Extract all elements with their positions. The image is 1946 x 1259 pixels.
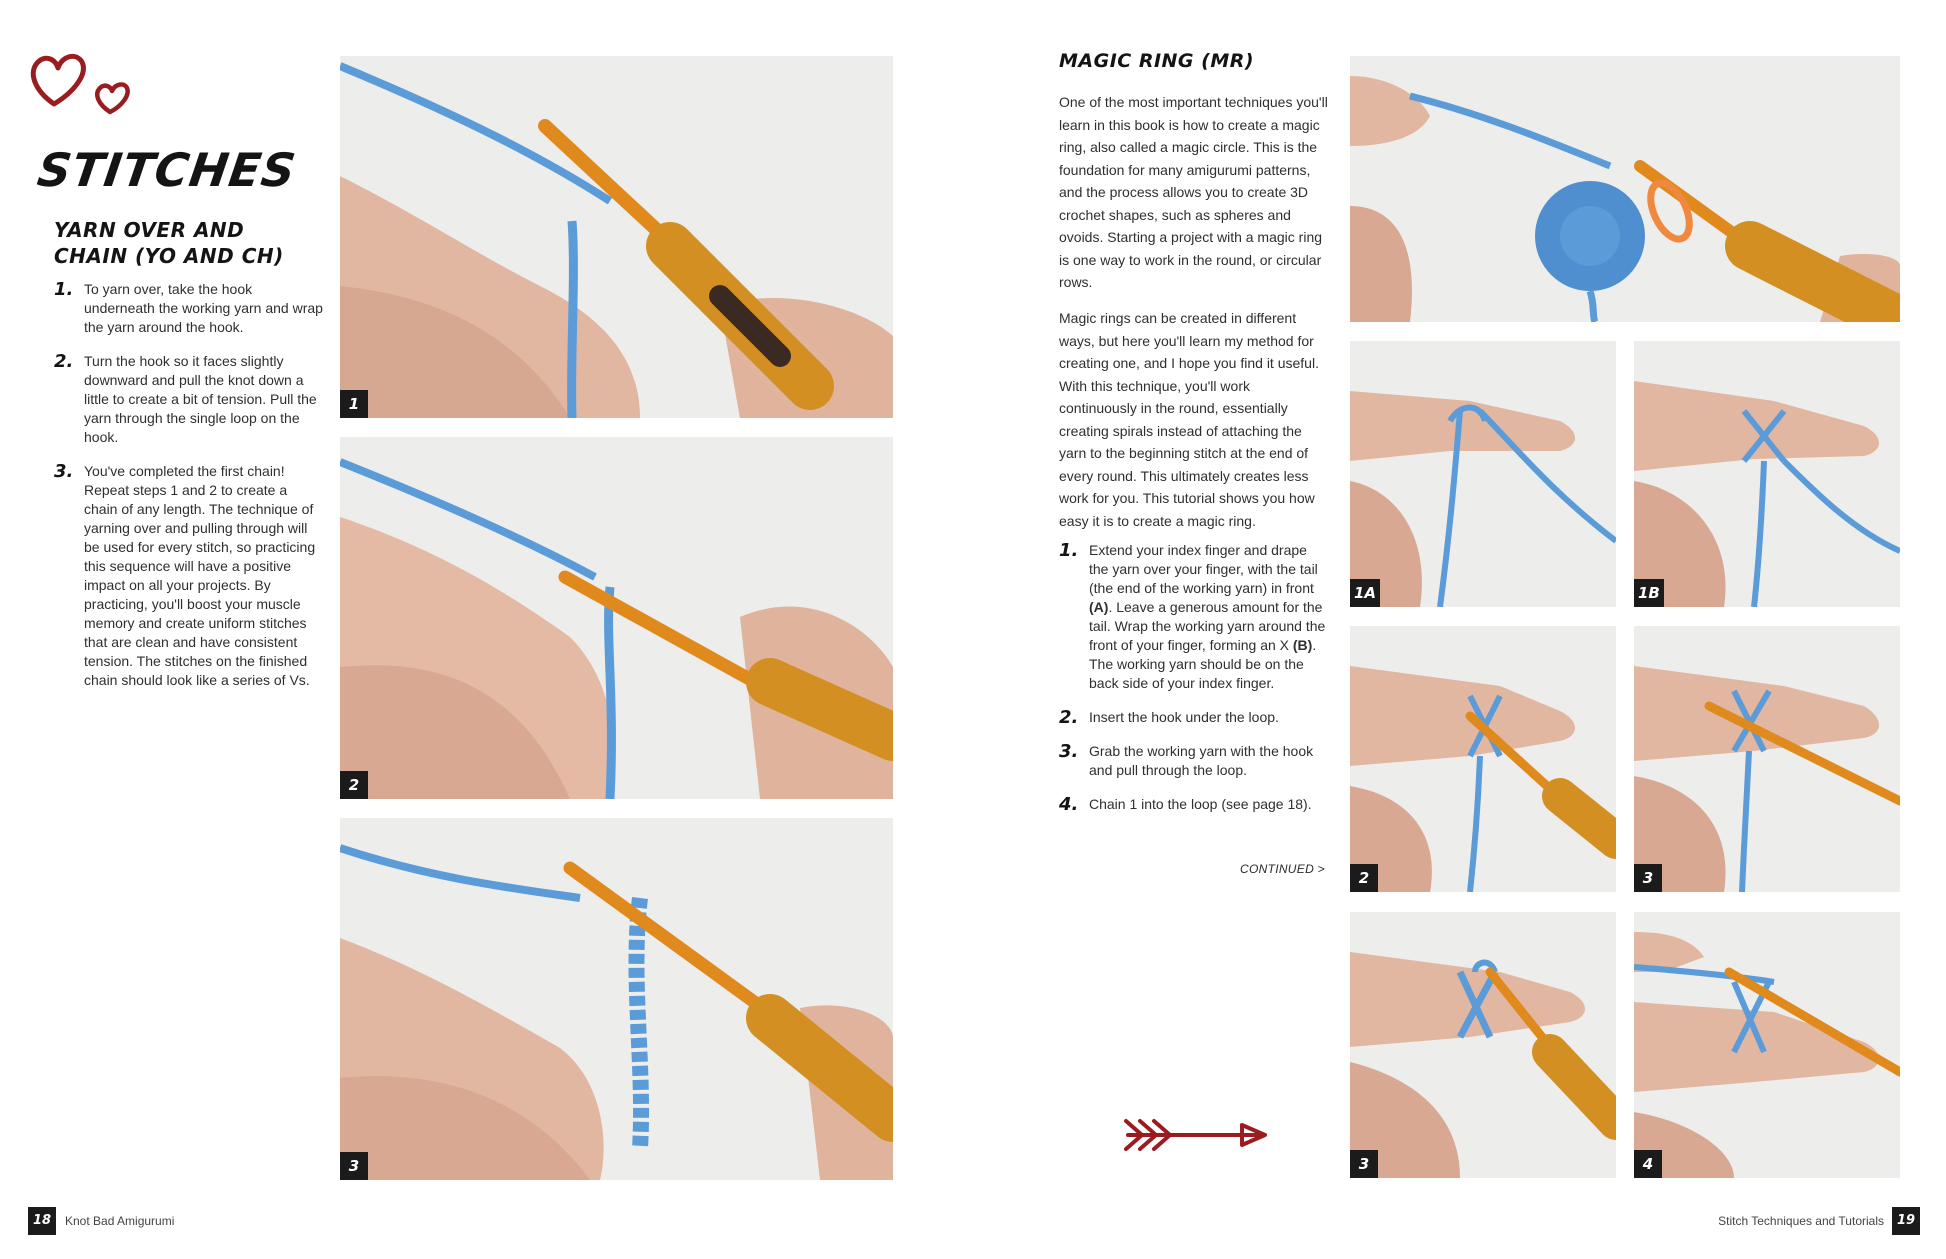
yarn-over-steps-list <box>54 280 324 705</box>
step-number: 1. <box>54 279 74 300</box>
step-photo-2 <box>340 437 893 799</box>
step-text: To yarn over, take the hook underneath the working yarn and wrap the yarn around the hook. <box>84 281 323 335</box>
step-photo-4 <box>1634 912 1900 1178</box>
page-number-left: 18 <box>28 1207 56 1235</box>
step-number: 2. <box>1059 707 1079 728</box>
finger-hook-photo-icon <box>1350 626 1616 892</box>
running-head-left: Knot Bad Amigurumi <box>65 1214 175 1228</box>
photo-label-badge: 2 <box>340 771 368 799</box>
hearts-doodle-icon <box>24 42 144 122</box>
photo-label-badge: 3 <box>1634 864 1662 892</box>
arrow-doodle-icon <box>1120 1115 1270 1155</box>
section-heading-yarn-over-chain: YARN OVER AND CHAIN (YO AND CH) <box>54 218 284 268</box>
step-photo-3 <box>340 818 893 1180</box>
step-text: Grab the working yarn with the hook and pull through the loop. <box>1089 743 1314 778</box>
running-head-right: Stitch Techniques and Tutorials <box>1718 1214 1884 1228</box>
list-item <box>54 280 324 337</box>
list-item <box>54 462 324 690</box>
page-number-right: 19 <box>1892 1207 1920 1235</box>
list-item <box>1059 708 1327 727</box>
crochet-photo-icon <box>340 818 893 1180</box>
magic-ring-steps-list <box>1059 541 1327 829</box>
list-item <box>1059 541 1327 693</box>
photo-label-badge: 1B <box>1634 579 1664 607</box>
step-text-bold: (A) <box>1089 599 1109 615</box>
section-heading-magic-ring: MAGIC RING (MR) <box>1059 50 1255 72</box>
photo-label-badge: 1A <box>1350 579 1380 607</box>
step-text-part: . Leave a generous amount for the tail. Wrap the working yarn around the front of your finger, forming an X <box>1089 599 1326 653</box>
photo-label-badge: 1 <box>340 390 368 418</box>
step-number: 3. <box>54 461 74 482</box>
photo-label-badge: 4 <box>1634 1150 1662 1178</box>
step-text: Turn the hook so it faces slightly downward and pull the knot down a little to create a bit of tension. Pull the yarn through the single loop on the hook. <box>84 353 317 445</box>
step-photo-1a <box>1350 341 1616 607</box>
step-number: 3. <box>1059 741 1079 762</box>
step-number: 2. <box>54 351 74 372</box>
crochet-photo-icon <box>340 437 893 799</box>
step-number: 1. <box>1059 540 1079 561</box>
photo-label-badge: 3 <box>340 1152 368 1180</box>
finger-yarn-photo-icon <box>1350 341 1616 607</box>
step-text <box>1089 542 1325 691</box>
intro-paragraph: One of the most important techniques you'll learn in this book is how to create a magic ring, also called a magic circle. This is the foundation for many amigurumi patterns, and the process allows you to create 3D crochet shapes, such as spheres and ovoids. Starting a project with a magic ring is one way to work in the round, or circular rows. <box>1059 94 1328 290</box>
finger-hook-photo-icon <box>1350 912 1616 1178</box>
step-number: 4. <box>1059 794 1079 815</box>
step-photo-3a <box>1634 626 1900 892</box>
finger-hook-photo-icon <box>1634 912 1900 1178</box>
magic-ring-photo <box>1350 56 1900 322</box>
step-photo-3b <box>1350 912 1616 1178</box>
step-photo-2 <box>1350 626 1616 892</box>
finger-yarn-photo-icon <box>1634 341 1900 607</box>
list-item <box>1059 742 1327 780</box>
finger-hook-photo-icon <box>1634 626 1900 892</box>
crochet-photo-icon <box>340 56 893 418</box>
page-title: STITCHES <box>34 143 300 197</box>
step-text: You've completed the first chain! Repeat steps 1 and 2 to create a chain of any length. The technique of yarning over and pulling through will be used for every stitch, so practicing this sequence will have a positive impact on all your projects. By practicing, you'll boost your muscle memory and create uniform stitches that are clean and have consistent tension. The stitches on the finished chain should look like a series of Vs. <box>84 463 316 688</box>
step-photo-1b <box>1634 341 1900 607</box>
step-photo-1 <box>340 56 893 418</box>
step-text-bold: (B) <box>1292 637 1313 653</box>
magic-ring-photo-icon <box>1350 56 1900 322</box>
list-item <box>1059 795 1327 814</box>
continued-label: CONTINUED > <box>1240 862 1325 876</box>
method-paragraph: Magic rings can be created in different ways, but here you'll learn my method for creating one, and I hope you find it useful. With this technique, you'll work continuously in the round, essentially creating spirals instead of attaching the yarn to the beginning stitch at the end of every round. This ultimately creates less work for you. This tutorial shows you how easy it is to create a magic ring. <box>1059 310 1319 529</box>
list-item <box>54 352 324 447</box>
photo-label-badge: 3 <box>1350 1150 1378 1178</box>
step-text: Chain 1 into the loop (see page 18). <box>1089 796 1312 812</box>
photo-label-badge: 2 <box>1350 864 1378 892</box>
step-text-part: . The working yarn should be on the back side of your index finger. <box>1089 637 1317 691</box>
step-text: Insert the hook under the loop. <box>1089 709 1279 725</box>
step-text-part: Extend your index finger and drape the yarn over your finger, with the tail (the end of the working yarn) in front <box>1089 542 1318 596</box>
